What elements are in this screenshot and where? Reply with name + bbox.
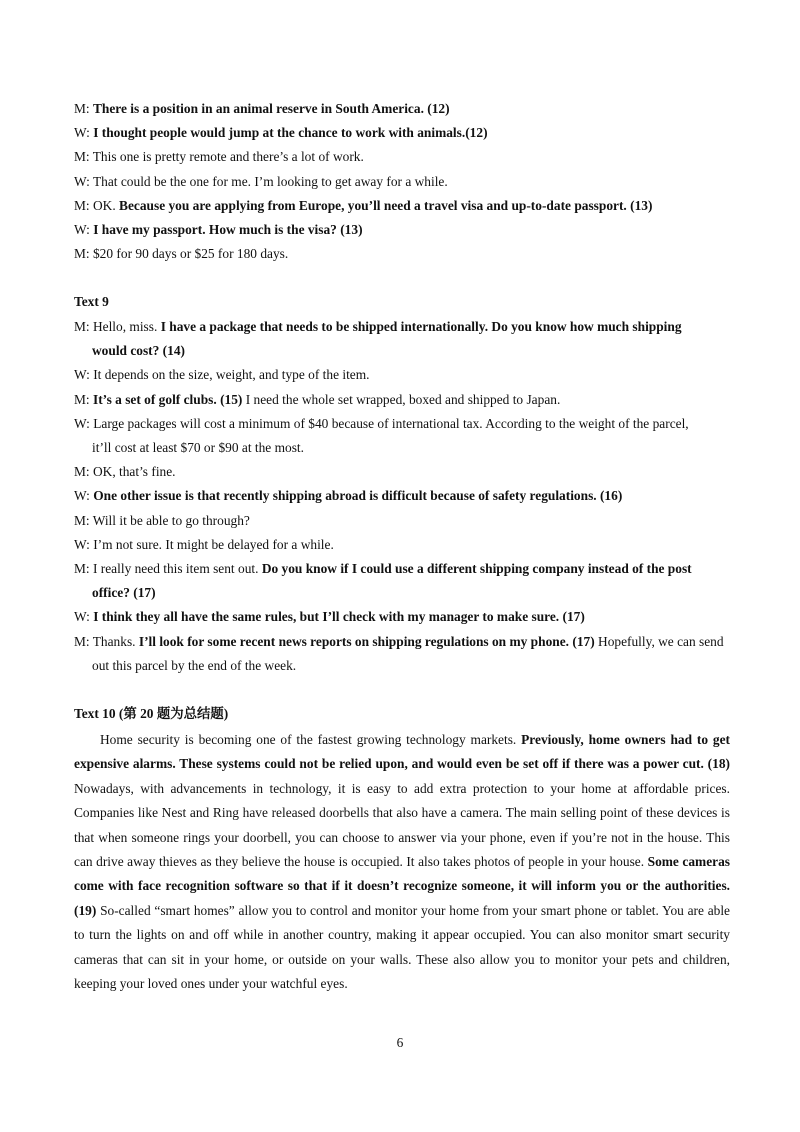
page-number: 6 bbox=[396, 1035, 404, 1050]
plain-text: M: Will it be able to go through? bbox=[74, 512, 250, 528]
dialogue-line bbox=[74, 218, 730, 242]
dialogue-line bbox=[74, 509, 730, 533]
dialogue-line bbox=[74, 121, 730, 145]
text10-paragraph bbox=[74, 728, 730, 996]
bold-text: I have a package that needs to be shipped internationally. Do you know how much shipping bbox=[160, 319, 682, 334]
plain-text: Home security is becoming one of the fastest growing technology markets. bbox=[100, 732, 522, 747]
dialogue-line bbox=[74, 533, 730, 557]
plain-text: M: bbox=[74, 391, 93, 407]
plain-text: W: bbox=[74, 222, 94, 237]
bold-text: I think they all have the same rules, but I’ll check with my manager to make sure. (17) bbox=[93, 609, 585, 625]
dialogue-line bbox=[74, 145, 730, 169]
plain-text: M: Hello, miss. bbox=[74, 319, 161, 334]
dialogue-line-continuation bbox=[92, 436, 732, 460]
bold-text: office? (17) bbox=[92, 585, 156, 601]
plain-text: W: It depends on the size, weight, and type of the item. bbox=[74, 367, 370, 383]
plain-text: it’ll cost at least $70 or $90 at the most. bbox=[92, 440, 304, 455]
plain-text: M: Thanks. bbox=[74, 633, 139, 649]
plain-text: M: This one is pretty remote and there’s a lot of work. bbox=[74, 149, 364, 165]
plain-text: M: $20 for 90 days or $25 for 180 days. bbox=[74, 246, 289, 262]
dialogue-line bbox=[74, 460, 730, 484]
plain-text: M: I really need this item sent out. bbox=[74, 561, 262, 576]
dialogue-line-continuation bbox=[92, 581, 732, 605]
bold-text: One other issue is that recently shipping abroad is difficult because of safety regulations. (16) bbox=[93, 488, 623, 504]
dialogue-line bbox=[74, 363, 730, 387]
plain-text: M: OK, that’s fine. bbox=[74, 464, 176, 480]
plain-text: W: bbox=[74, 488, 94, 504]
plain-text: W: I’m not sure. It might be delayed for a while. bbox=[74, 536, 334, 552]
dialogue-line bbox=[74, 605, 730, 629]
bold-text: Because you are applying from Europe, you’ll need a travel visa and up-to-date passport. (13) bbox=[119, 197, 653, 213]
dialogue-line bbox=[74, 97, 730, 121]
dialogue-line-continuation bbox=[92, 339, 732, 363]
plain-text: Hopefully, we can send bbox=[594, 633, 724, 649]
plain-text: Nowadays, with advancements in technology, it is easy to add extra protection to your home at affordable prices. Companies like Nest and Ring have released doorbells that also have a camera. The main selling point of these devices is that when someone rings your doorbell, you can choose to answer via your phone, even if you’re not in the house. This can drive away thieves as they believe the house is occupied. It also takes photos of people in your house. bbox=[74, 780, 730, 870]
dialogue-line bbox=[74, 170, 730, 194]
dialogue-line bbox=[74, 194, 730, 218]
bold-text: I have my passport. How much is the visa? (13) bbox=[93, 222, 363, 237]
dialogue-line bbox=[74, 242, 730, 266]
dialogue-line bbox=[74, 412, 730, 436]
dialogue-line bbox=[74, 557, 730, 581]
bold-text: Previously, home owners had to get expensive alarms. These systems could not be relied upon, and would even be set off if there was a power cut. (18) bbox=[74, 732, 730, 772]
bold-text: would cost? (14) bbox=[92, 343, 185, 359]
dialogue-line-continuation bbox=[92, 654, 732, 678]
plain-text: W: bbox=[74, 125, 94, 141]
dialogue-line bbox=[74, 630, 730, 654]
plain-text: W: bbox=[74, 609, 94, 625]
plain-text: I need the whole set wrapped, boxed and shipped to Japan. bbox=[242, 391, 561, 407]
text9-heading: Text 9 bbox=[74, 294, 109, 309]
plain-text: M: OK. bbox=[74, 197, 120, 213]
plain-text: M: bbox=[74, 101, 93, 116]
plain-text: So-called “smart homes” allow you to control and monitor your home from your smart phone or tablet. You are able to turn the lights on and off while in another country, making it appear occupied. You can also monitor smart security cameras that can sit in your home, or outside on your walls. These also allow you to monitor your pets and children, keeping your loved ones under your watchful eyes. bbox=[74, 902, 730, 992]
bold-text: I thought people would jump at the chance to work with animals.(12) bbox=[93, 125, 488, 141]
dialogue-line bbox=[74, 315, 730, 339]
plain-text: W: Large packages will cost a minimum of $40 because of international tax. According to the weight of the parcel, bbox=[74, 415, 689, 431]
bold-text: Do you know if I could use a different shipping company instead of the post bbox=[261, 561, 692, 576]
dialogue-line bbox=[74, 388, 730, 412]
plain-text: W: That could be the one for me. I’m looking to get away for a while. bbox=[74, 173, 448, 189]
bold-text: Some cameras come with face recognition software so that if it doesn’t recognize someone, it will inform you or the authorities. (19) bbox=[74, 854, 730, 918]
bold-text: There is a position in an animal reserve in South America. (12) bbox=[92, 101, 450, 116]
bold-text: I’ll look for some recent news reports on shipping regulations on my phone. (17) bbox=[138, 633, 595, 649]
text10-heading: Text 10 (第 20 题为总结题) bbox=[74, 706, 229, 721]
dialogue-line bbox=[74, 484, 730, 508]
plain-text: out this parcel by the end of the week. bbox=[92, 657, 297, 673]
bold-text: It’s a set of golf clubs. (15) bbox=[92, 391, 243, 407]
